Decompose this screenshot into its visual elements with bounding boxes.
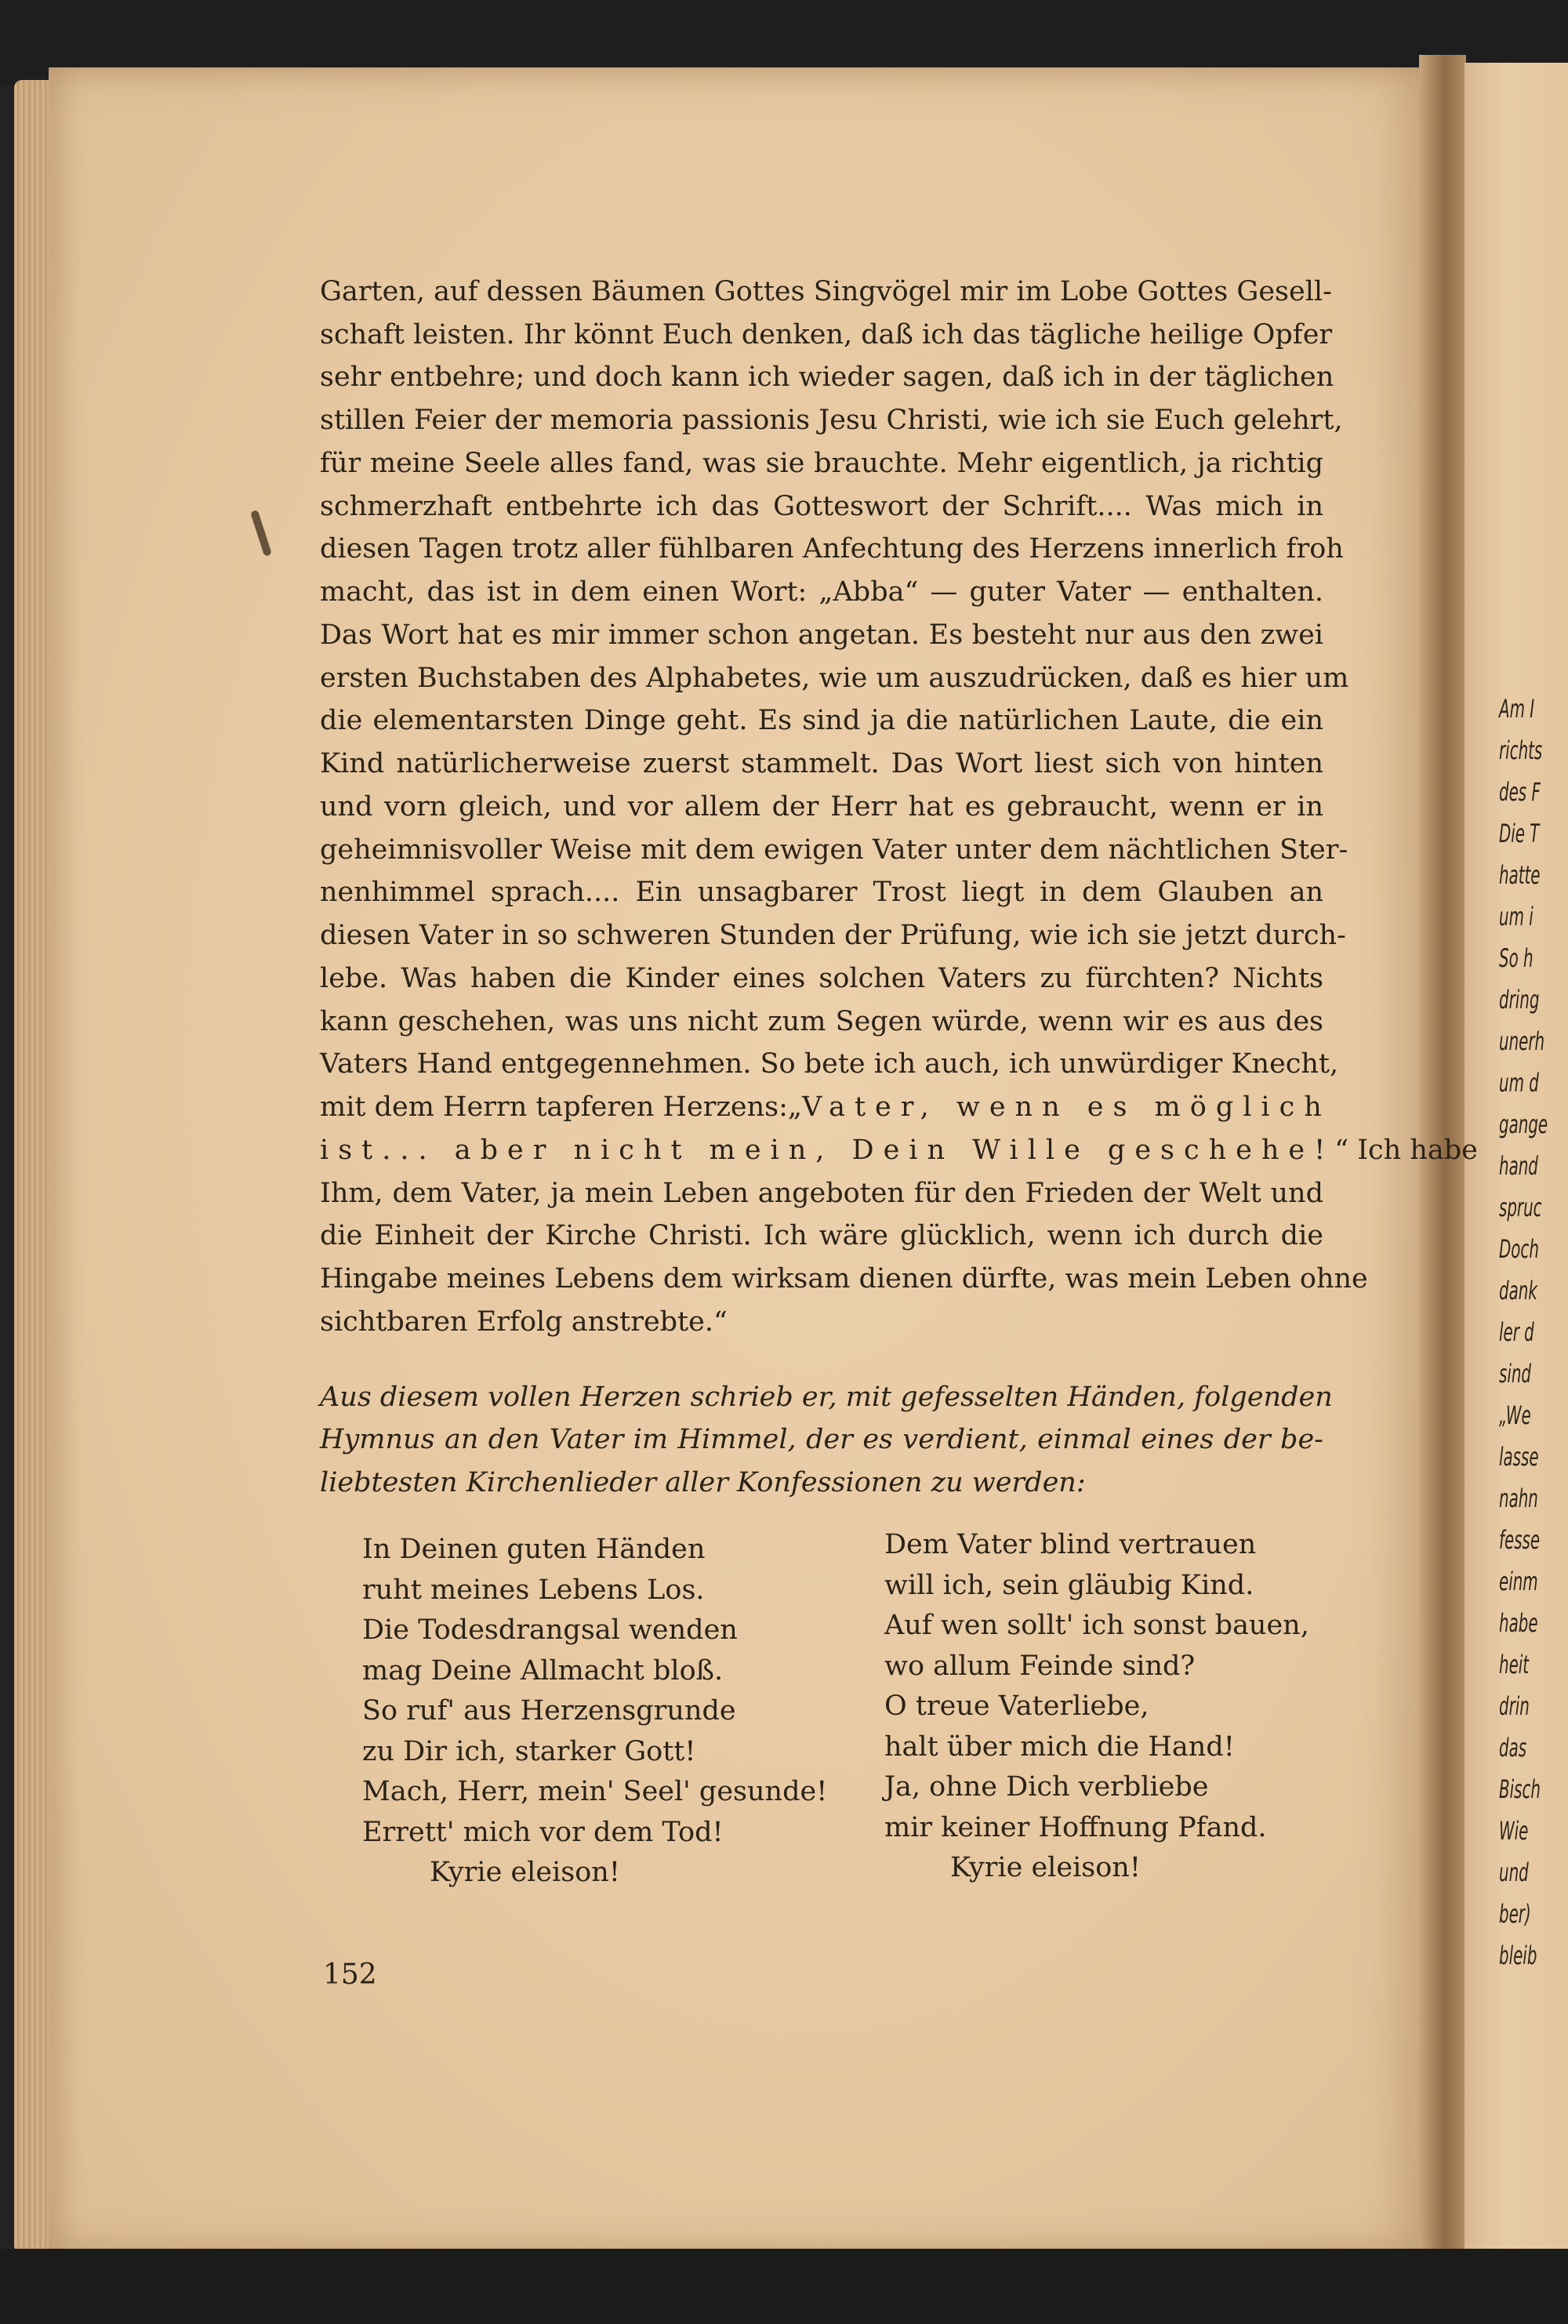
spaced-prayer-text: ist... aber nicht mein, Dein Wille geschehe! — [320, 1135, 1335, 1166]
right-page-fragment: „We — [1499, 1400, 1531, 1430]
verse-refrain-left: Kyrie eleison! — [430, 1857, 620, 1888]
right-page-fragment: einm — [1499, 1567, 1538, 1596]
body-line: diesen Vater in so schweren Stunden der Prüfung, wie ich sie jetzt durch- — [320, 920, 1346, 951]
body-line: ersten Buchstaben des Alphabetes, wie um auszudrücken, daß es hier um — [320, 663, 1349, 694]
body-line: für meine Seele alles fand, was sie brauchte. Mehr eigentlich, ja richtig — [320, 448, 1323, 479]
right-page-fragment: Wie — [1499, 1816, 1529, 1846]
body-line: Garten, auf dessen Bäumen Gottes Singvögel mir im Lobe Gottes Gesell- — [320, 276, 1332, 307]
verse-line-left: Mach, Herr, mein' Seel' gesunde! — [362, 1776, 828, 1807]
body-line-prayer-start — [320, 1091, 1331, 1123]
body-line: lebe. Was haben die Kinder eines solchen Vaters zu fürchten? Nichts — [320, 963, 1323, 994]
body-line: Ihm, dem Vater, ja mein Leben angeboten für den Frieden der Welt und — [320, 1178, 1323, 1209]
verse-line-right: Auf wen sollt' ich sonst bauen, — [884, 1610, 1309, 1641]
body-line: die Einheit der Kirche Christi. Ich wäre glücklich, wenn ich durch die — [320, 1220, 1323, 1251]
background-bottom — [0, 2249, 1568, 2324]
body-line: diesen Tagen trotz aller fühlbaren Anfechtung des Herzens innerlich froh — [320, 533, 1344, 565]
intro-line: Aus diesem vollen Herzen schrieb er, mit gefesselten Händen, folgenden — [320, 1382, 1333, 1413]
right-page-fragment: das — [1499, 1733, 1527, 1763]
right-page-fragment: dank — [1499, 1276, 1537, 1305]
verse-line-right: O treue Vaterliebe, — [884, 1690, 1149, 1722]
right-page-fragment: heit — [1499, 1650, 1530, 1679]
right-page-fragment: um d — [1499, 1068, 1539, 1098]
verse-line-right: wo allum Feinde sind? — [884, 1650, 1196, 1682]
body-line: Das Wort hat es mir immer schon angetan. Es besteht nur aus den zwei — [320, 619, 1323, 651]
right-page-fragment: Die T — [1499, 819, 1540, 848]
right-page-fragment: fesse — [1499, 1525, 1541, 1555]
right-page-fragment: Bisch — [1499, 1774, 1541, 1804]
right-page-fragment: hand — [1499, 1151, 1538, 1181]
intro-line: liebtesten Kirchenlieder aller Konfessionen zu werden: — [320, 1467, 1086, 1498]
right-page-fragment: spruc — [1499, 1193, 1542, 1222]
right-page-fragment: dring — [1499, 985, 1540, 1015]
body-line: und vorn gleich, und vor allem der Herr hat es gebraucht, wenn er in — [320, 791, 1323, 822]
page-number: 152 — [323, 1959, 377, 1991]
right-page-fragment: und — [1499, 1857, 1529, 1887]
verse-line-left: So ruf' aus Herzensgrunde — [362, 1695, 736, 1727]
body-line: sehr entbehre; und doch kann ich wieder sagen, daß ich in der täglichen — [320, 361, 1334, 393]
right-page-fragment: Doch — [1499, 1234, 1539, 1264]
intro-line: Hymnus an den Vater im Himmel, der es verdient, einmal eines der be- — [320, 1424, 1323, 1455]
right-page-fragment: hatte — [1499, 860, 1541, 890]
right-page-fragment: bleib — [1499, 1941, 1537, 1970]
verse-line-right: halt über mich die Hand! — [884, 1731, 1235, 1763]
body-line: kann geschehen, was uns nicht zum Segen würde, wenn wir es aus des — [320, 1006, 1323, 1037]
right-page-fragment: Am I — [1499, 694, 1535, 724]
body-line: die elementarsten Dinge geht. Es sind ja die natürlichen Laute, die ein — [320, 705, 1323, 736]
spaced-prayer-text: Vater, wenn es möglich — [802, 1091, 1331, 1123]
right-page-fragment: habe — [1499, 1608, 1538, 1638]
verse-line-right: Dem Vater blind vertrauen — [884, 1529, 1257, 1560]
verse-line-left: zu Dir ich, starker Gott! — [362, 1736, 696, 1767]
verse-line-left: mag Deine Allmacht bloß. — [362, 1655, 724, 1687]
verse-line-left: Errett' mich vor dem Tod! — [362, 1817, 724, 1848]
right-page-fragment: des F — [1499, 777, 1541, 807]
right-page-fragment: ler d — [1499, 1317, 1534, 1347]
right-page-fragment: So h — [1499, 943, 1534, 973]
body-line: Kind natürlicherweise zuerst stammelt. Das Wort liest sich von hinten — [320, 748, 1323, 779]
right-page-fragment: gange — [1499, 1109, 1548, 1139]
body-line: sichtbaren Erfolg anstrebte.“ — [320, 1306, 728, 1338]
body-line: Hingabe meines Lebens dem wirksam dienen dürfte, was mein Leben ohne — [320, 1263, 1368, 1295]
right-page-fragment: richts — [1499, 735, 1543, 765]
body-line: stillen Feier der memoria passionis Jesu Christi, wie ich sie Euch gelehrt, — [320, 405, 1343, 436]
body-line-prefix: mit dem Herrn tapferen Herzens:„ — [320, 1091, 803, 1123]
verse-line-right: will ich, sein gläubig Kind. — [884, 1570, 1254, 1601]
body-line: schaft leisten. Ihr könnt Euch denken, daß ich das tägliche heilige Opfer — [320, 319, 1333, 350]
right-page-fragment: sind — [1499, 1359, 1532, 1389]
body-line: geheimnisvoller Weise mit dem ewigen Vater unter dem nächtlichen Ster- — [320, 834, 1348, 866]
right-page-fragment: unerh — [1499, 1026, 1545, 1056]
right-page-fragment: ber) — [1499, 1899, 1531, 1929]
verse-line-right: Ja, ohne Dich verbliebe — [884, 1771, 1209, 1803]
body-line-prayer-end — [320, 1135, 1478, 1166]
right-page-fragment: nahn — [1499, 1483, 1538, 1513]
body-line: schmerzhaft entbehrte ich das Gotteswort der Schrift.... Was mich in — [320, 491, 1323, 522]
right-page-fragment: drin — [1499, 1691, 1530, 1721]
body-line: Vaters Hand entgegennehmen. So bete ich auch, ich unwürdiger Knecht, — [320, 1048, 1339, 1080]
verse-line-left: In Deinen guten Händen — [362, 1534, 706, 1565]
verse-line-left: ruht meines Lebens Los. — [362, 1574, 705, 1606]
verse-line-left: Die Todesdrangsal wenden — [362, 1614, 738, 1646]
right-page-fragment: um i — [1499, 902, 1534, 931]
verse-line-right: mir keiner Hoffnung Pfand. — [884, 1812, 1267, 1843]
body-line: nenhimmel sprach.... Ein unsagbarer Trost liegt in dem Glauben an — [320, 877, 1323, 908]
body-line-suffix: “ Ich habe — [1334, 1135, 1478, 1166]
right-page-fragment: lasse — [1499, 1442, 1539, 1472]
verse-refrain-right: Kyrie eleison! — [950, 1852, 1141, 1883]
body-line: macht, das ist in dem einen Wort: „Abba“ — guter Vater — enthalten. — [320, 576, 1323, 608]
